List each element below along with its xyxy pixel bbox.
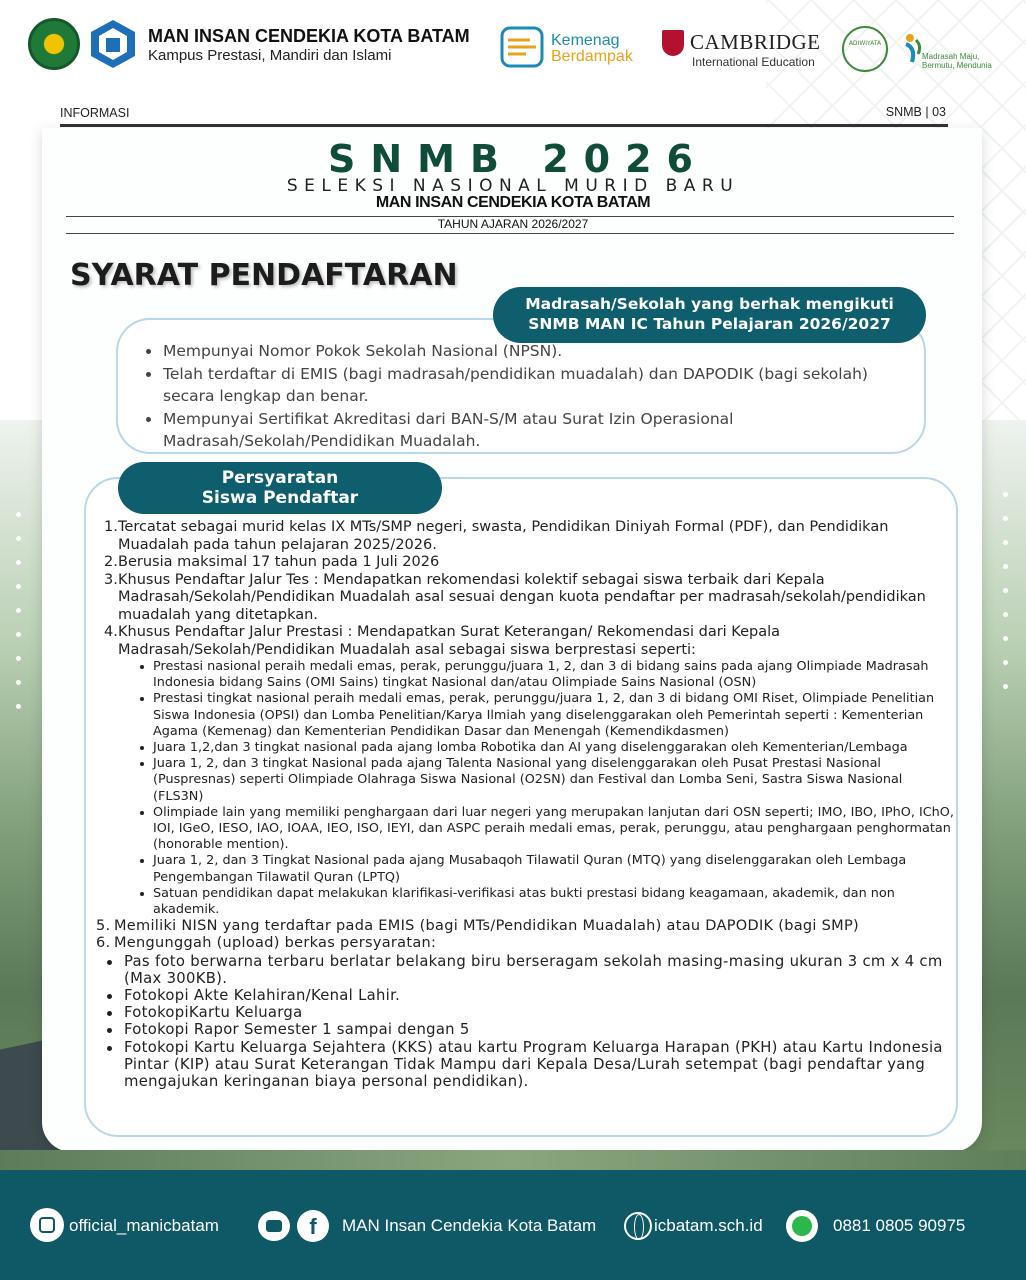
item-text: Khusus Pendaftar Jalur Prestasi : Mendapatkan Surat Keterangan/ Rekomendasi dari Kepala Madrasah/Sekolah/Pendidikan Muadalah asal sebagai siswa berprestasi seperti: <box>118 624 781 658</box>
cambridge-sub-label: International Education <box>692 55 815 69</box>
footer-photo-strip <box>0 1150 1026 1172</box>
cambridge-shield-icon <box>662 30 684 56</box>
prestasi-list <box>138 659 954 918</box>
prestasi-item: Satuan pendidikan dapat melakukan klarifikasi-verifikasi atas bukti prestasi bidang keagamaan, akademik, dan non akademik. <box>138 886 954 918</box>
list-item: Telah terdaftar di EMIS (bagi madrasah/pendidikan muadalah) dan DAPODIK (bagi sekolah) secara lengkap dan benar. <box>144 363 884 408</box>
pill-line: SNMB MAN IC Tahun Pelajaran 2026/2027 <box>528 315 891 333</box>
item-number: 1. <box>104 519 118 535</box>
prestasi-item: Juara 1, 2, dan 3 Tingkat Nasional pada ajang Musabaqoh Tilawatil Quran (MTQ) yang diselenggarakan oleh Lembaga Pengembangan Tilawatil Quran (LPTQ) <box>138 853 954 885</box>
upload-item: Fotokopi Akte Kelahiran/Kenal Lahir. <box>104 987 954 1004</box>
page-subtitle: SELEKSI NASIONAL MURID BARU <box>286 176 740 196</box>
item-text: Khusus Pendaftar Jalur Tes : Mendapatkan rekomendasi kolektif sebagai siswa terbaik dari Kepala Madrasah/Sekolah/Pendidikan Muadalah asal sesuai dengan kuota pendaftar per madrasah/sekolah/pendidikan muadalah yang ditetapkan. <box>118 571 926 623</box>
item-number: 2. <box>104 554 118 570</box>
item-number: 4. <box>104 624 118 640</box>
youtube-icon[interactable] <box>258 1211 290 1241</box>
globe-icon <box>624 1212 652 1240</box>
item-number: 5. <box>96 918 111 935</box>
channel-name[interactable]: MAN Insan Cendekia Kota Batam <box>342 1216 597 1235</box>
cambridge-label: CAMBRIDGE <box>690 30 821 54</box>
list-item <box>104 519 954 554</box>
divider <box>66 233 954 234</box>
prestasi-item: Juara 1, 2, dan 3 tingkat Nasional pada ajang Talenta Nasional yang diselenggarakan oleh Pusat Prestasi Nasional (Puspresnas) seperti Olimpiade Olahraga Siswa Nasional (O2SN) dan Festival dan Lomba Seni, Sastra Siswa Nasional (FLS3N) <box>138 756 954 805</box>
facebook-icon[interactable]: f <box>297 1210 329 1242</box>
section-heading: SYARAT PENDAFTARAN <box>70 258 458 293</box>
school-tagline: Kampus Prestasi, Mandiri dan Islami <box>148 47 392 64</box>
upload-list <box>104 953 954 1091</box>
instagram-handle[interactable]: official_manicbatam <box>69 1216 219 1235</box>
student-requirements-pill <box>118 462 442 514</box>
page-title: SNMB 2026 <box>328 137 708 181</box>
kemenag-logo-icon <box>28 18 80 70</box>
prestasi-item: Prestasi tingkat nasional peraih medali emas, perak, perunggu/juara 1, 2, dan 3 di bidang OMI Riset, Olimpiade Penelitian Siswa Indonesia (OPSI) dan Lomba Penelitian/Karya Ilmiah yang diselenggarakan oleh Pemerintah seperti : Kementerian Agama (Kemenag) dan Kementerian Pendidikan Dasar dan Menengah (Kemendikdasmen) <box>138 691 954 740</box>
madrasah-maju-label: Madrasah Maju, Bermutu, Mendunia <box>922 52 992 70</box>
adiwiyata-logo-icon <box>842 26 888 72</box>
phone-number[interactable]: 0881 0805 90975 <box>833 1216 966 1235</box>
upload-item: Pas foto berwarna terbaru berlatar belakang biru berseragam sekolah masing-masing ukuran 3 cm x 4 cm (Max 300KB). <box>104 953 954 987</box>
item-text: Mengunggah (upload) berkas persyaratan: <box>114 935 437 952</box>
prestasi-item: Juara 1,2,dan 3 tingkat nasional pada ajang lomba Robotika dan AI yang diselenggarakan oleh Kementerian/Lembaga <box>138 740 954 756</box>
title-school-name: MAN INSAN CENDEKIA KOTA BATAM <box>375 194 651 211</box>
pill-line: Persyaratan <box>221 468 339 488</box>
student-requirements-list <box>96 519 954 1091</box>
header-divider <box>60 124 948 127</box>
list-item <box>96 918 954 935</box>
kemenag-berdampak-icon <box>500 26 544 68</box>
upload-item: Fotokopi Rapor Semester 1 sampai dengan 5 <box>104 1021 954 1038</box>
academic-year: TAHUN AJARAN 2026/2027 <box>437 217 589 231</box>
berdampak-label: Berdampak <box>551 48 633 65</box>
school-requirements-list <box>144 340 884 453</box>
list-item <box>96 935 954 952</box>
list-item <box>104 554 954 572</box>
school-name: MAN INSAN CENDEKIA KOTA BATAM <box>148 26 470 46</box>
list-item <box>104 624 954 659</box>
kemenag-label: Kemenag <box>551 32 620 49</box>
website-link[interactable]: icbatam.sch.id <box>654 1216 763 1235</box>
section-label: INFORMASI <box>60 106 130 120</box>
header <box>0 0 1026 120</box>
list-item: Mempunyai Sertifikat Akreditasi dari BAN-S/M atau Surat Izin Operasional Madrasah/Sekolah/Pendidikan Muadalah. <box>144 408 884 453</box>
man-ic-logo-icon <box>88 18 138 70</box>
instagram-icon[interactable] <box>30 1208 64 1242</box>
upload-item: FotokopiKartu Keluarga <box>104 1004 954 1021</box>
prestasi-item: Olimpiade lain yang memiliki penghargaan dari luar negeri yang merupakan lanjutan dari OSN seperti; IMO, IBO, IPhO, IChO, IOI, IGeO, IESO, IAO, IOAA, IEO, ISO, IEYI, dan ASPC peraih medali emas, perak, perunggu, atau penghargaan penghormatan (honorable mention). <box>138 805 954 854</box>
school-requirements-pill <box>493 287 926 343</box>
list-item <box>104 572 954 625</box>
item-number: 3. <box>104 571 118 588</box>
decorative-dots-left <box>16 512 24 728</box>
decorative-dots-right <box>1003 492 1011 708</box>
prestasi-item: Prestasi nasional peraih medali emas, perak, perunggu/juara 1, 2, dan 3 di bidang sains pada ajang Olimpiade Madrasah Indonesia bidang Sains (OMI Sains) tingkat Nasional dan/atau Olimpiade Sains Nasional (OSN) <box>138 659 954 691</box>
list-item: Mempunyai Nomor Pokok Sekolah Nasional (NPSN). <box>144 340 884 363</box>
adiwiyata-label: ADIWIYATA <box>848 40 882 47</box>
page-label: SNMB | 03 <box>885 105 946 119</box>
pill-line: Madrasah/Sekolah yang berhak mengikuti <box>525 295 894 313</box>
pill-line: Siswa Pendaftar <box>201 488 359 508</box>
item-text: Berusia maksimal 17 tahun pada 1 Juli 2026 <box>118 554 440 570</box>
upload-item: Fotokopi Kartu Keluarga Sejahtera (KKS) atau kartu Program Keluarga Harapan (PKH) atau Kartu Indonesia Pintar (KIP) atau Surat Keterangan Tidak Mampu dari Kepala Desa/Lurah setempat (bagi pendaftar yang mengajukan keringanan biaya personal pendidikan). <box>104 1039 954 1091</box>
item-number: 6. <box>96 935 111 952</box>
item-text: Memiliki NISN yang terdaftar pada EMIS (bagi MTs/Pendidikan Muadalah) atau DAPODIK (bagi SMP) <box>114 918 859 935</box>
whatsapp-icon[interactable] <box>786 1210 818 1242</box>
item-text: Tercatat sebagai murid kelas IX MTs/SMP negeri, swasta, Pendidikan Diniyah Formal (PDF), dan Pendidikan Muadalah pada tahun pelajaran 2025/2026. <box>118 519 889 553</box>
